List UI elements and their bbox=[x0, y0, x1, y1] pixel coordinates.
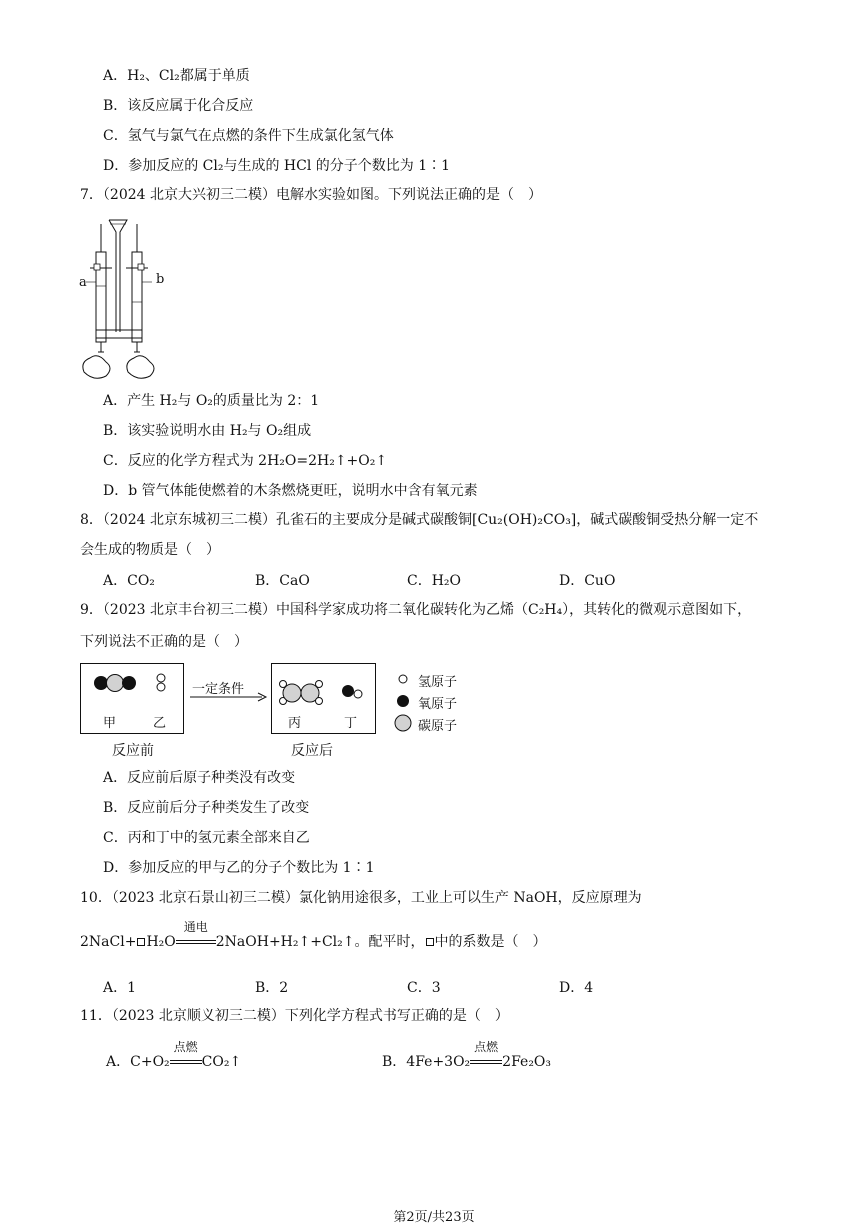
q10-option-d: D．4 bbox=[559, 980, 594, 996]
legend-carbon: 碳原子 bbox=[418, 719, 458, 734]
q10-stem: 10．（2023 北京石景山初三二模）氯化钠用途很多，工业上可以生产 NaOH，反应原理为 bbox=[80, 890, 642, 906]
label-after: 反应后 bbox=[291, 743, 333, 759]
tube-a-label: a bbox=[79, 275, 87, 290]
q11-a-condition: 点燃 bbox=[170, 1052, 202, 1072]
q6-option-b: B．该反应属于化合反应 bbox=[103, 98, 254, 114]
legend-oxygen: 氧原子 bbox=[418, 697, 458, 712]
q9-stem-line1: 9．（2023 北京丰台初三二模）中国科学家成功将二氧化碳转化为乙烯（C₂H₄），其转化的微观示意图如下， bbox=[80, 602, 752, 618]
arrow-condition: 一定条件 bbox=[192, 682, 245, 697]
q7-option-d: D．b 管气体能使燃着的木条燃烧更旺，说明水中含有氧元素 bbox=[103, 483, 478, 499]
page-number: 第2页/共23页 bbox=[393, 1210, 475, 1225]
q8-options bbox=[103, 570, 803, 590]
q6-option-c: C．氢气与氯气在点燃的条件下生成氯化氢气体 bbox=[103, 128, 394, 144]
tube-b-label: b bbox=[156, 272, 165, 287]
q11-option-b: B．4Fe+3O₂ 点燃 2Fe₂O₃ bbox=[382, 1040, 552, 1070]
reactant-molecules bbox=[81, 664, 183, 733]
reaction-before-box bbox=[80, 663, 184, 734]
blank-box-ref bbox=[426, 938, 434, 946]
q6-option-d: D．参加反应的 Cl₂与生成的 HCl 的分子个数比为 1∶1 bbox=[103, 158, 451, 174]
q10-options bbox=[103, 977, 803, 997]
q8-option-d: D．CuO bbox=[559, 573, 616, 589]
label-bing: 丙 bbox=[288, 716, 302, 731]
q8-stem-line2: 会生成的物质是（ ） bbox=[80, 542, 220, 558]
q11-stem: 11．（2023 北京顺义初三二模）下列化学方程式书写正确的是（ ） bbox=[80, 1008, 509, 1024]
q8-option-a: A．CO₂ bbox=[103, 573, 155, 589]
q10-option-b: B．2 bbox=[255, 980, 289, 996]
q6-option-a: A．H₂、Cl₂都属于单质 bbox=[103, 68, 250, 84]
eq-tail: 。配平时， bbox=[354, 934, 425, 950]
blank-box bbox=[137, 938, 145, 946]
label-jia: 甲 bbox=[103, 716, 117, 731]
q9-stem-line2: 下列说法不正确的是（ ） bbox=[80, 634, 248, 650]
legend-hydrogen: 氢原子 bbox=[418, 675, 458, 690]
q7-option-a: A．产生 H₂与 O₂的质量比为 2：1 bbox=[103, 393, 320, 409]
q8-option-c: C．H₂O bbox=[407, 573, 462, 589]
q7-stem: 7．（2024 北京大兴初三二模）电解水实验如图。下列说法正确的是（ ） bbox=[80, 187, 542, 203]
q11-b-condition: 点燃 bbox=[470, 1052, 502, 1072]
q10-option-c: C．3 bbox=[407, 980, 441, 996]
q10-equation bbox=[80, 920, 547, 952]
eq-right: 2NaOH+H₂↑+Cl₂↑ bbox=[215, 934, 355, 950]
q9-option-b: B．反应前后分子种类发生了改变 bbox=[103, 800, 310, 816]
label-yi: 乙 bbox=[153, 716, 167, 731]
electrolysis-apparatus-figure bbox=[76, 212, 166, 384]
eq-condition bbox=[176, 920, 216, 952]
q8-stem-line1: 8．（2024 北京东城初三二模）孔雀石的主要成分是碱式碳酸铜[Cu₂(OH)₂CO₃]，碱式碳酸铜受热分解一定不 bbox=[80, 512, 759, 528]
q8-option-b: B．CaO bbox=[255, 573, 310, 589]
reaction-arrow-icon bbox=[188, 692, 268, 702]
eq-tail2: 中的系数是（ ） bbox=[434, 934, 547, 950]
q9-option-d: D．参加反应的甲与乙的分子个数比为 1∶1 bbox=[103, 860, 375, 876]
label-before: 反应前 bbox=[112, 743, 154, 759]
reaction-after-box bbox=[271, 663, 376, 734]
eq-water: H₂O bbox=[146, 934, 176, 950]
q7-option-c: C．反应的化学方程式为 2H₂O=2H₂↑+O₂↑ bbox=[103, 453, 388, 469]
q10-option-a: A．1 bbox=[103, 980, 137, 996]
q9-option-a: A．反应前后原子种类没有改变 bbox=[103, 770, 296, 786]
q9-option-c: C．丙和丁中的氢元素全部来自乙 bbox=[103, 830, 310, 846]
q7-option-b: B．该实验说明水由 H₂与 O₂组成 bbox=[103, 423, 312, 439]
eq-left: 2NaCl+ bbox=[80, 934, 137, 950]
atom-legend-icons bbox=[394, 670, 414, 736]
eq-condition-text: 通电 bbox=[183, 920, 208, 934]
q11-option-a: A．C+O₂ 点燃 CO₂↑ bbox=[106, 1040, 242, 1070]
label-ding: 丁 bbox=[344, 716, 358, 731]
